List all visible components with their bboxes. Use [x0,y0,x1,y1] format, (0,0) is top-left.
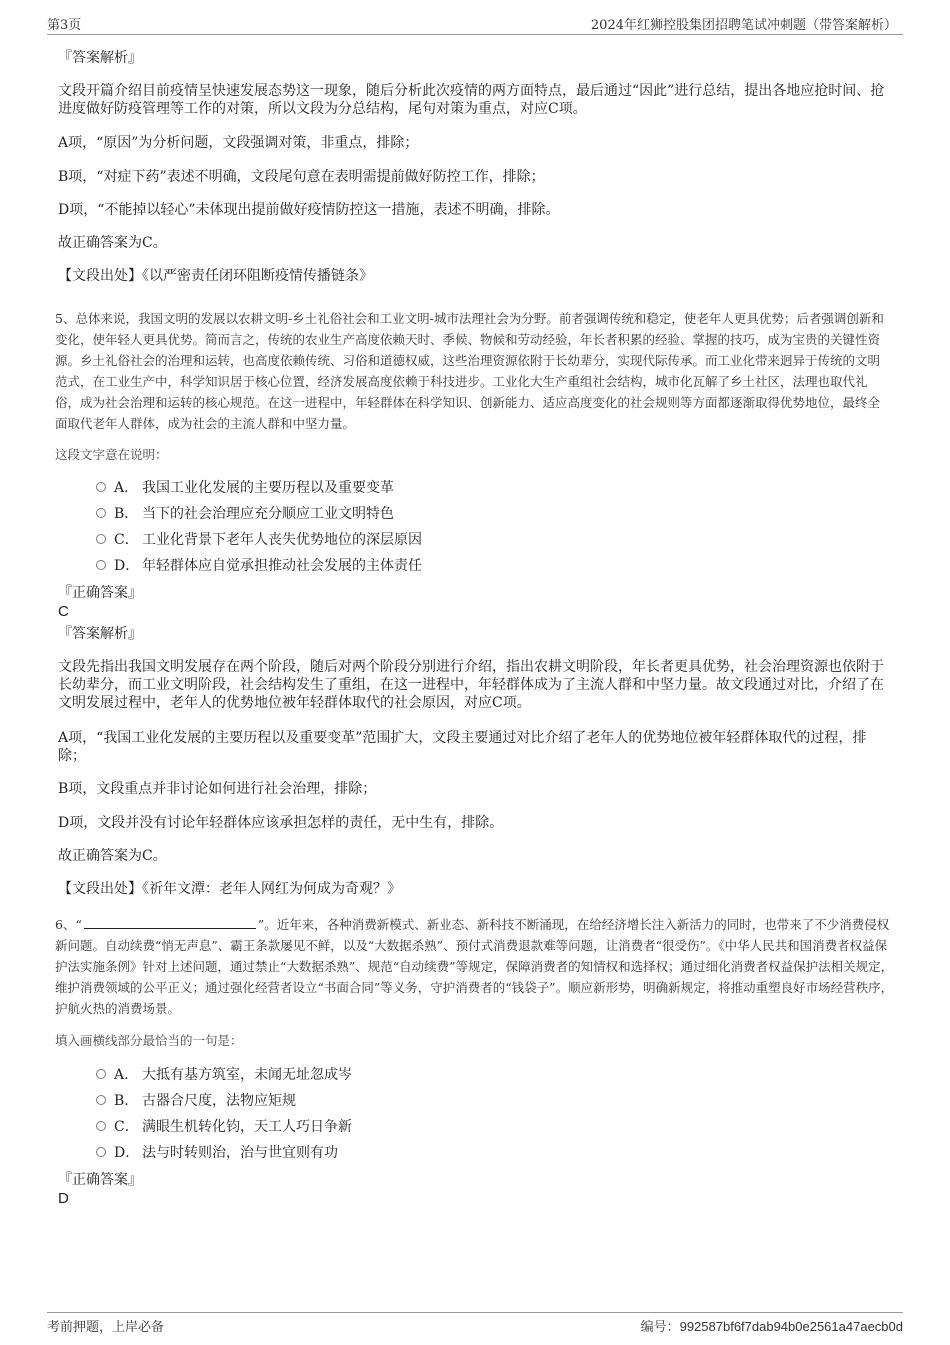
analysis-option-d: D项，文段并没有讨论年轻群体应该承担怎样的责任，无中生有，排除。 [58,815,504,831]
question-6-option-a[interactable]: A． 大抵有基方筑室，未闻无址忽成岑 [96,1066,352,1084]
question-5-option-a[interactable]: A． 我国工业化发展的主要历程以及重要变革 [96,479,394,497]
question-6-option-d[interactable]: D． 法与时转则治，治与世宜则有功 [96,1144,338,1162]
radio-button-icon[interactable] [96,1121,106,1131]
question-6-option-b[interactable]: B． 古器合尺度，法物应矩规 [96,1092,296,1110]
source-citation: 【文段出处】《祈年文潭：老年人网红为何成为奇观？》 [58,881,401,897]
question-5-option-d[interactable]: D． 年轻群体应自觉承担推动社会发展的主体责任 [96,557,422,575]
analysis-text: 文段先指出我国文明发展存在两个阶段，随后对两个阶段分别进行介绍，指出农耕文明阶段，年长者更具优势，社会治理资源也依附于长幼辈分，而工业文明阶段，社会结构发生了重组，在这一进程中，年轻群体成为了主流人群和中坚力量。故文段通过对比，介绍了在文明发展过程中，老年人的优势地位被年轻群体取代的社会原因，对应C项。 [58,659,884,711]
source-citation: 【文段出处】《以严密责任闭环阻断疫情传播链条》 [58,268,373,284]
analysis-heading: 『答案解析』 [58,50,142,66]
radio-button-icon[interactable] [96,1147,106,1157]
correct-answer-value: D [58,1190,69,1207]
question-5-option-c[interactable]: C． 工业化背景下老年人丧失优势地位的深层原因 [96,531,422,549]
fill-in-blank[interactable] [84,915,256,929]
document-code: 编号：992587bf6f7dab94b0e2561a47aecb0d [640,1319,903,1334]
question-6-prompt: 填入画横线部分最恰当的一句是： [55,1033,243,1048]
radio-button-icon[interactable] [96,560,106,570]
analysis-heading: 『答案解析』 [58,626,142,642]
question-5-text: 5、总体来说，我国文明的发展以农耕文明-乡土礼俗社会和工业文明-城市法理社会为分野。前者强调传统和稳定，使老年人更具优势；后者强调创新和变化，使年轻人更具优势。简而言之，传统的农业生产高度依赖天时、季候、物候和劳动经验，年长者积累的经验、掌握的技巧，成为宝贵的关键性资源。乡土礼俗社会的治理和运转，也高度依赖传统、习俗和道德权威，这些治理资源依附于长幼辈分，实现代际传承。而工业化带来迥异于传统的文明范式，在工业生产中，科学知识居于核心位置，经济发展高度依赖于科技进步。工业化大生产重组社会结构，城市化瓦解了乡土社区，法理也取代礼俗，成为社会治理和运转的核心规范。在这一进程中，年轻群体在科学知识、创新能力、适应高度变化的社会规则等方面都逐渐取得优势地位，最终全面取代老年人群体，成为社会的主流人群和中坚力量。 [55,311,884,431]
correct-answer-value: C [58,603,69,620]
question-6-text: 6、“ ”。近年来，各种消费新模式、新业态、新科技不断涌现，在给经济增长注入新活力的同时，也带来了不少消费侵权新问题。自动续费“悄无声息”、霸王条款屡见不鲜，以及“大数据杀熟”、预付式消费退款难等问题，让消费者“很受伤”。《中华人民共和国消费者权益保护法实施条例》针对上述问题，通过禁止“大数据杀熟”、规范“自动续费”等规定，保障消费者的知情权和选择权；通过细化消费者权益保护法相关规定，维护消费领域的公平正义；通过强化经营者设立“书面合同”等义务，守护消费者的“钱袋子”。顺应新形势，明确新规定，将推动重塑良好市场经营秩序，护航火热的消费场景。 [55,917,894,1016]
analysis-option-a: A项，“我国工业化发展的主要历程以及重要变革”范围扩大，文段主要通过对比介绍了老年人的优势地位被年轻群体取代的过程，排除； [58,730,867,764]
footer-slogan: 考前押题，上岸必备 [47,1320,165,1335]
radio-button-icon[interactable] [96,1069,106,1079]
page-header [47,12,903,35]
analysis-text: 文段开篇介绍目前疫情呈快速发展态势这一现象，随后分析此次疫情的两方面特点，最后通过“因此”进行总结，提出各地应抢时间、抢进度做好防疫管理等工作的对策，所以文段为分总结构，尾句对策为重点，对应C项。 [58,83,885,117]
question-5-option-b[interactable]: B． 当下的社会治理应充分顺应工业文明特色 [96,505,394,523]
radio-button-icon[interactable] [96,508,106,518]
correct-answer-heading: 『正确答案』 [58,1172,142,1188]
radio-button-icon[interactable] [96,482,106,492]
analysis-conclusion: 故正确答案为C。 [58,848,167,864]
document-title: 2024年红狮控股集团招聘笔试冲刺题（带答案解析） [590,18,897,33]
analysis-option-a: A项，“原因”为分析问题，文段强调对策，非重点，排除； [58,135,419,151]
correct-answer-heading: 『正确答案』 [58,585,142,601]
analysis-option-b: B项，文段重点并非讨论如何进行社会治理，排除； [58,781,377,797]
page-number: 第3页 [47,18,82,33]
question-6-option-c[interactable]: C． 满眼生机转化钧，天工人巧日争新 [96,1118,352,1136]
page-footer [47,1312,903,1335]
analysis-option-b: B项，“对症下药”表述不明确，文段尾句意在表明需提前做好防控工作，排除； [58,169,545,185]
radio-button-icon[interactable] [96,1095,106,1105]
analysis-conclusion: 故正确答案为C。 [58,235,167,251]
question-5-prompt: 这段文字意在说明： [55,447,168,462]
radio-button-icon[interactable] [96,534,106,544]
analysis-option-d: D项，“不能掉以轻心”未体现出提前做好疫情防控这一措施，表述不明确，排除。 [58,202,560,218]
